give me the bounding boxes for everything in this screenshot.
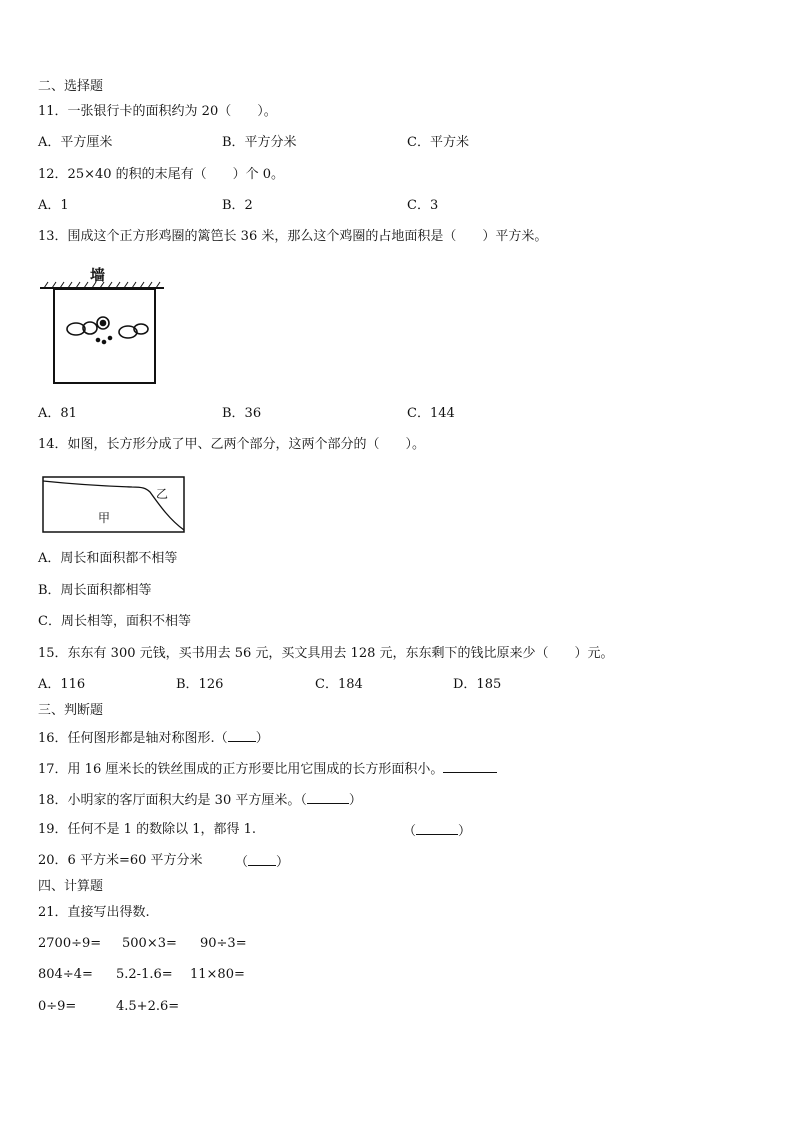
q14-option-a: A．周长和面积都不相等 (38, 551, 178, 566)
q15-option-c: C．184 (315, 677, 363, 692)
q16-text: 16．任何图形都是轴对称图形.（ (38, 731, 228, 746)
q16-answer-blank[interactable] (228, 729, 256, 742)
question-16 (38, 729, 269, 747)
q12-option-a: A．1 (38, 198, 69, 213)
wall-label: 墙 (90, 266, 106, 284)
question-15-stem: 15．东东有 300 元钱，买书用去 56 元，买文具用去 128 元，东东剩下的钱比原来少（ ）元。 (38, 646, 614, 661)
q14-option-b: B．周长面积都相等 (38, 583, 152, 598)
divided-rectangle-figure (42, 476, 186, 534)
q20-open-paren: （ (235, 855, 249, 870)
q13-option-b: B．36 (222, 406, 262, 421)
q14-option-c: C．周长相等，面积不相等 (38, 614, 191, 629)
chickens-drawing (67, 317, 148, 344)
calc-item: 11×80= (190, 967, 245, 982)
question-11-stem: 11．一张银行卡的面积约为 20（ ）。 (38, 104, 277, 119)
q11-option-a: A．平方厘米 (38, 135, 113, 150)
q20-answer-blank[interactable] (248, 853, 276, 866)
question-12-stem: 12．25×40 的积的末尾有（ ）个 0。 (38, 167, 285, 182)
q13-option-a: A．81 (38, 406, 77, 421)
q19-text: 19．任何不是 1 的数除以 1，都得 1. (38, 822, 257, 837)
calc-item: 4.5+2.6= (116, 999, 180, 1014)
q17-answer-blank[interactable] (443, 760, 497, 773)
section-heading-judgment: 三、判断题 (38, 703, 104, 718)
q19-answer (403, 822, 471, 840)
calc-item: 804÷4= (38, 967, 93, 982)
q12-option-b: B．2 (222, 198, 253, 213)
q18-text: 18．小明家的客厅面积大约是 30 平方厘米。（ (38, 793, 307, 808)
question-17 (38, 760, 497, 778)
q19-answer-blank[interactable] (416, 822, 458, 835)
question-14-stem: 14．如图，长方形分成了甲、乙两个部分，这两个部分的（ ）。 (38, 437, 426, 452)
question-18 (38, 791, 362, 809)
q11-option-c: C．平方米 (407, 135, 469, 150)
question-13-stem: 13．围成这个正方形鸡圈的篱笆长 36 米，那么这个鸡圈的占地面积是（ ）平方米。 (38, 229, 548, 244)
q11-option-b: B．平方分米 (222, 135, 297, 150)
label-yi: 乙 (156, 487, 169, 501)
q13-option-c: C．144 (407, 406, 455, 421)
question-21-stem: 21．直接写出得数. (38, 905, 150, 920)
q18-answer-blank[interactable] (307, 791, 349, 804)
calc-item: 500×3= (122, 936, 177, 951)
q16-close-paren: ） (255, 731, 269, 746)
calc-item: 5.2-1.6= (116, 967, 173, 982)
calc-item: 0÷9= (38, 999, 77, 1014)
q17-text: 17．用 16 厘米长的铁丝围成的正方形要比用它围成的长方形面积小。 (38, 762, 444, 777)
q18-close-paren: ） (348, 793, 362, 808)
q15-option-a: A．116 (38, 677, 86, 692)
chicken-pen-figure (38, 262, 168, 386)
label-jia: 甲 (98, 511, 111, 525)
q12-option-c: C．3 (407, 198, 439, 213)
q20-close-paren: ） (276, 855, 290, 870)
section-heading-choice: 二、选择题 (38, 79, 104, 94)
q19-open-paren: （ (403, 824, 417, 839)
q15-option-d: D．185 (453, 677, 502, 692)
calc-item: 2700÷9= (38, 936, 102, 951)
q15-option-b: B．126 (176, 677, 224, 692)
section-heading-calculation: 四、计算题 (38, 879, 104, 894)
q20-answer (235, 853, 289, 871)
q20-text: 20．6 平方米=60 平方分米 (38, 853, 203, 868)
q19-close-paren: ） (458, 824, 472, 839)
calc-item: 90÷3= (200, 936, 247, 951)
